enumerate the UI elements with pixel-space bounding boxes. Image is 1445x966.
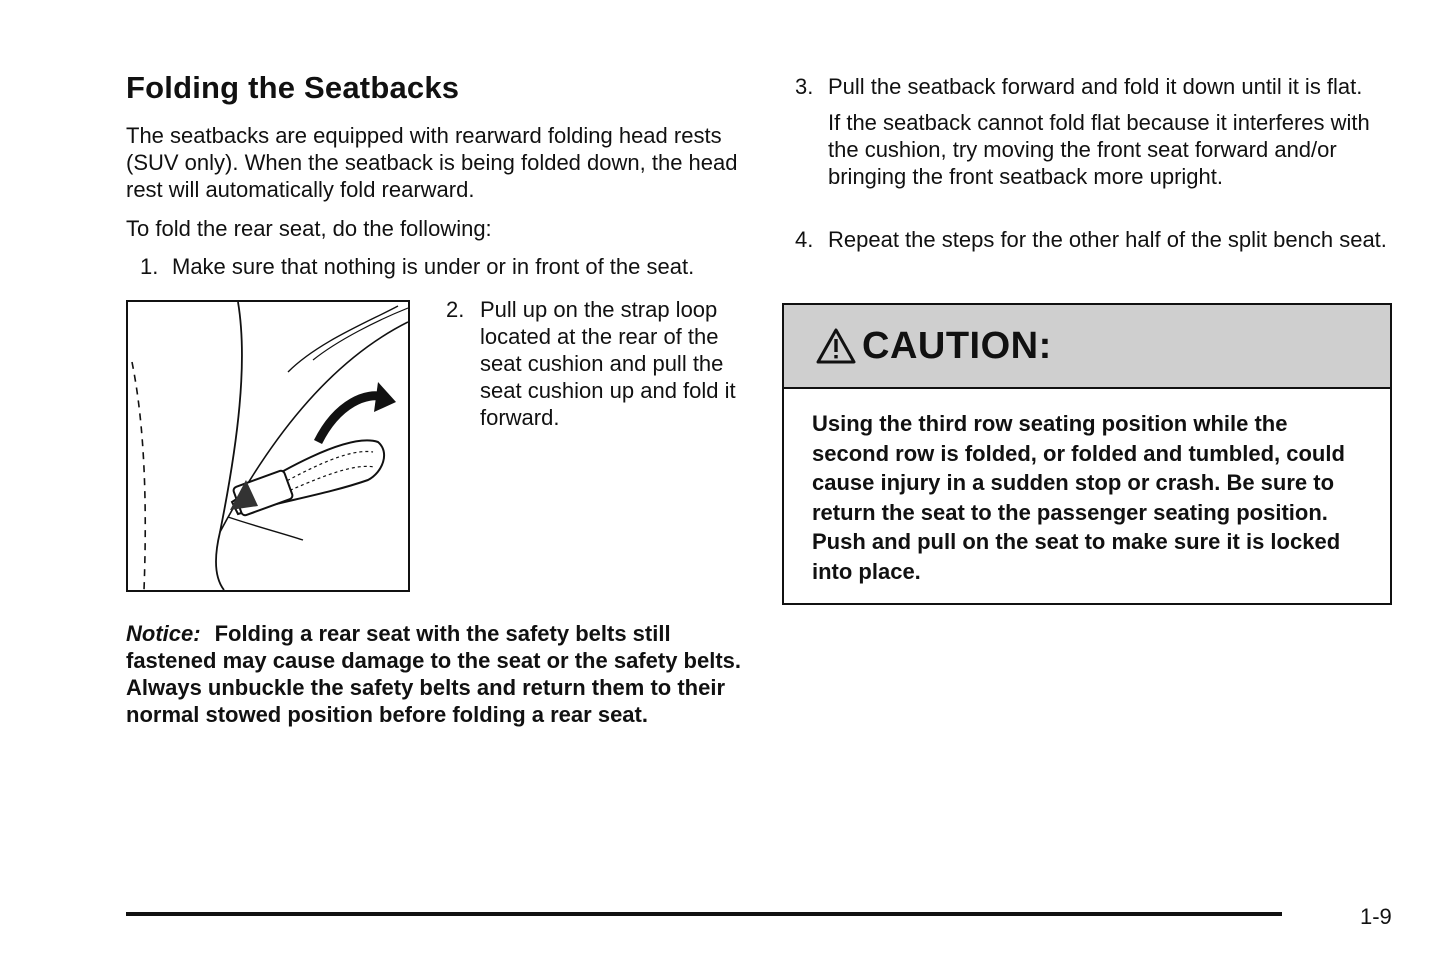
step-number: 2. — [446, 297, 465, 322]
step-3 — [795, 73, 1395, 190]
step-4 — [795, 226, 1395, 253]
step-number: 3. — [795, 74, 814, 99]
step-text: Repeat the steps for the other half of the split bench seat. — [828, 227, 1387, 252]
page-title: Folding the Seatbacks — [126, 70, 460, 105]
step-text: Pull the seatback forward and fold it down until it is flat. — [828, 74, 1363, 99]
step-2 — [446, 296, 746, 431]
step-note: If the seatback cannot fold flat because it interferes with the cushion, try moving the front seat forward and/or bringing the front seatback more upright. — [828, 110, 1370, 189]
instruction-lead: To fold the rear seat, do the following: — [126, 216, 492, 241]
seat-strap-illustration — [126, 300, 410, 592]
caution-title: CAUTION: — [862, 324, 1052, 367]
step-number: 1. — [140, 254, 159, 279]
notice-label: Notice: — [126, 621, 201, 646]
step-number: 4. — [795, 227, 814, 252]
intro-paragraph: The seatbacks are equipped with rearward folding head rests (SUV only). When the seatback is being folded down, the head rest will automatically fold rearward. — [126, 123, 738, 202]
step-text: Make sure that nothing is under or in front of the seat. — [172, 254, 695, 279]
caution-box — [782, 303, 1392, 605]
notice-paragraph — [126, 620, 746, 728]
caution-text: Using the third row seating position while the second row is folded, or folded and tumbled, could cause injury in a sudden stop or crash. Be sure to return the seat to the passenger seating position. Push and pull on the seat to make sure it is locked into place. — [812, 411, 1345, 584]
page-number: 1-9 — [1360, 904, 1392, 929]
notice-text: Folding a rear seat with the safety belts still fastened may cause damage to the seat or the safety belts. Always unbuckle the safety belts and return them to their normal stowed position before folding a rear seat. — [126, 621, 742, 727]
warning-triangle-icon — [816, 328, 856, 364]
step-1 — [140, 253, 750, 280]
caution-header — [784, 305, 1390, 389]
footer-rule — [126, 912, 1282, 916]
step-text: Pull up on the strap loop located at the rear of the seat cushion and pull the seat cushion up and fold it forward. — [480, 297, 736, 430]
